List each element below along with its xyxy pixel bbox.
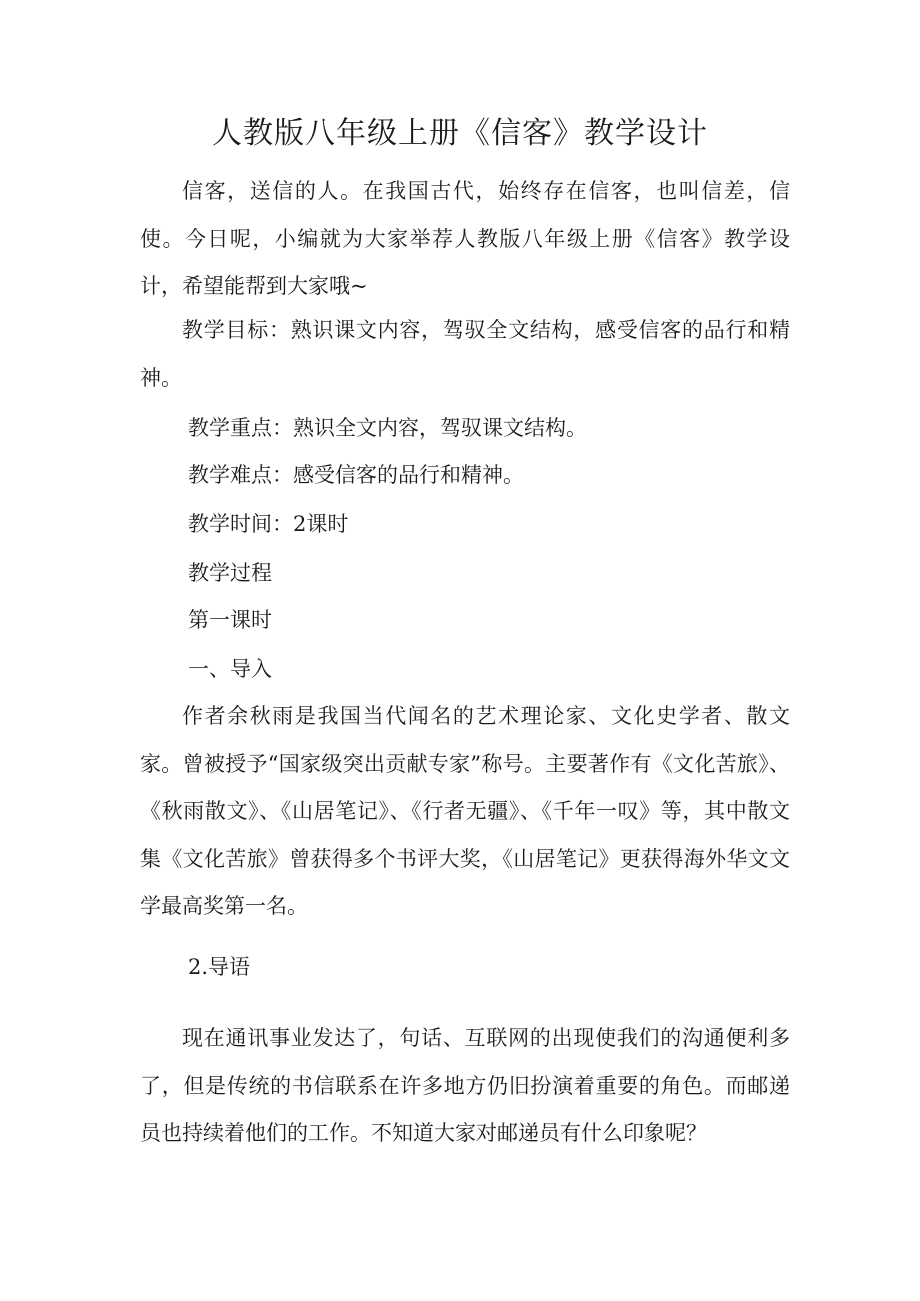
intro-paragraph: 信客，送信的人。在我国古代，始终存在信客，也叫信差，信使。今日呢，小编就为大家举荐人教版八年级上册《信客》教学设计，希望能帮到大家哦~ bbox=[140, 179, 790, 298]
document-title: 人教版八年级上册《信客》教学设计 bbox=[212, 116, 708, 151]
lead-paragraph: 现在通讯事业发达了，句话、互联网的出现使我们的沟通便利多了，但是传统的书信联系在许多地方仍旧扮演着重要的角色。而邮递员也持续着他们的工作。不知道大家对邮递员有什么印象呢？ bbox=[140, 1026, 790, 1145]
section-intro-heading: 一、导入 bbox=[188, 657, 272, 681]
difficulty-line: 教学难点：感受信客的品行和精神。 bbox=[188, 463, 524, 487]
objective-paragraph: 教学目标：熟识课文内容，驾驭全文结构，感受信客的品行和精神。 bbox=[140, 318, 790, 390]
lesson-heading: 第一课时 bbox=[188, 608, 272, 632]
author-paragraph: 作者余秋雨是我国当代闻名的艺术理论家、文化史学者、散文家。曾被授予“国家级突出贡献专家”称号。主要著作有《文化苦旅》、《秋雨散文》、《山居笔记》、《行者无疆》、《千年一叹》等，其中散文集《文化苦旅》曾获得多个书评大奖，《山居笔记》更获得海外华文文学最高奖第一名。 bbox=[140, 704, 790, 918]
section-lead-heading: 2.导语 bbox=[188, 955, 251, 979]
process-heading: 教学过程 bbox=[188, 561, 272, 585]
time-line: 教学时间：2课时 bbox=[188, 512, 349, 536]
key-point-line: 教学重点：熟识全文内容，驾驭课文结构。 bbox=[188, 416, 587, 440]
